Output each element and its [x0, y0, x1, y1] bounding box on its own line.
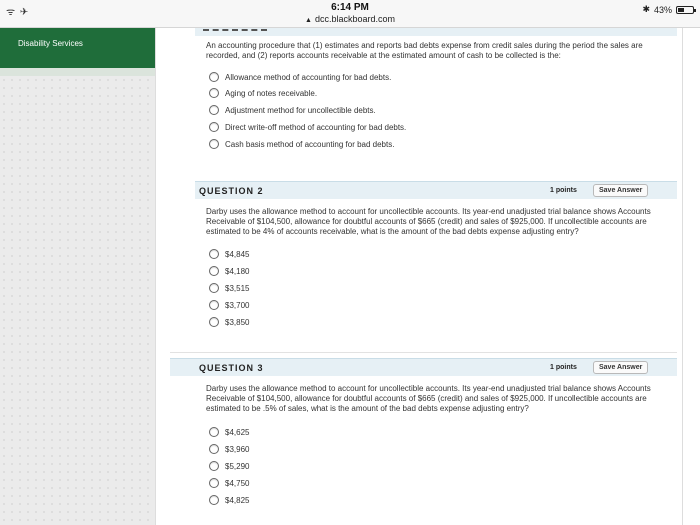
option-label: Direct write-off method of accounting for bad debts. — [225, 122, 407, 132]
question-3-option[interactable] — [209, 460, 249, 472]
question-1-option[interactable] — [209, 104, 376, 116]
signal-wifi-icon: ᯤ ✈ — [6, 7, 30, 18]
question-1-option[interactable] — [209, 87, 317, 99]
option-label: $4,625 — [225, 427, 250, 437]
left-sidebar — [0, 28, 155, 525]
question-2-option[interactable] — [209, 265, 249, 277]
option-label: $4,750 — [225, 478, 250, 488]
radio-button[interactable] — [209, 317, 219, 327]
question-3-option[interactable] — [209, 443, 249, 455]
question-3-option[interactable] — [209, 426, 249, 438]
ios-status-bar — [0, 0, 700, 28]
radio-button[interactable] — [209, 495, 219, 505]
option-label: $3,960 — [225, 444, 250, 454]
radio-button[interactable] — [209, 105, 219, 115]
radio-button[interactable] — [209, 249, 219, 259]
url-text: dcc.blackboard.com — [314, 14, 395, 24]
radio-button[interactable] — [209, 72, 219, 82]
question-2-header — [195, 181, 677, 199]
bluetooth-icon: ✱ — [642, 4, 650, 14]
radio-button[interactable] — [209, 444, 219, 454]
radio-button[interactable] — [209, 122, 219, 132]
option-label: Adjustment method for uncollectible debts. — [225, 105, 376, 115]
radio-button[interactable] — [209, 300, 219, 310]
question-2-points: 1 points — [550, 187, 577, 194]
radio-button[interactable] — [209, 283, 219, 293]
sidebar-item-label: Disability Services — [18, 39, 83, 48]
content-border-right — [682, 28, 683, 525]
question-2-option[interactable] — [209, 299, 249, 311]
question-3-title: QUESTION 3 — [199, 363, 264, 373]
sidebar-item-disability-services[interactable] — [0, 28, 155, 68]
option-label: $4,845 — [225, 249, 250, 259]
option-label: Allowance method of accounting for bad debts. — [225, 72, 392, 82]
question-2-option[interactable] — [209, 282, 249, 294]
option-label: Cash basis method of accounting for bad debts. — [225, 139, 395, 149]
question-1-option[interactable] — [209, 71, 391, 83]
question-2-option[interactable] — [209, 316, 249, 328]
sidebar-divider — [0, 68, 155, 76]
radio-button[interactable] — [209, 88, 219, 98]
content-border-left — [155, 28, 156, 525]
save-answer-button[interactable]: Save Answer — [593, 361, 648, 374]
option-label: $4,825 — [225, 495, 250, 505]
question-3-points: 1 points — [550, 364, 577, 371]
clock-time: 6:14 PM — [331, 2, 369, 13]
option-label: $4,180 — [225, 266, 250, 276]
question-1-prompt: An accounting procedure that (1) estimates and reports bad debts expense from credit sales during the period the sales are recorded, and (2) reports accounts receivable at the estimated amount of cash to be collected is the: — [206, 41, 643, 60]
battery-icon — [676, 6, 694, 14]
status-right — [642, 4, 694, 15]
option-label: Aging of notes receivable. — [225, 88, 318, 98]
radio-button[interactable] — [209, 478, 219, 488]
question-1-option[interactable] — [209, 121, 406, 133]
question-3-header — [170, 358, 677, 376]
question-1-header — [195, 28, 677, 36]
question-1-option[interactable] — [209, 138, 394, 150]
battery-fill — [678, 8, 684, 12]
question-3-option[interactable] — [209, 477, 249, 489]
save-answer-button[interactable]: Save Answer — [593, 184, 648, 197]
question-3-option[interactable] — [209, 494, 249, 506]
question-3-prompt: Darby uses the allowance method to account for uncollectible accounts. Its year-end unadjusted trial balance shows Accounts Receivable of $104,500, allowance for doubtful accounts of $665 (credit) and sales of $925,000. If uncollectible accounts are estimated to be .5% of sales, what is the amount of the bad debts expense adjusting entry? — [206, 384, 651, 413]
question-2-prompt: Darby uses the allowance method to account for uncollectible accounts. Its year-end unadjusted trial balance shows Accounts Receivable of $104,500, allowance for doubtful accounts of $665 (credit) and sales of $925,000. If uncollectible accounts are estimated to be 4% of accounts receivable, what is the amount of the bad debts expense adjusting entry? — [206, 207, 651, 236]
option-label: $3,850 — [225, 317, 250, 327]
option-label: $3,515 — [225, 283, 250, 293]
lock-icon: ▲ — [305, 17, 312, 24]
option-label: $3,700 — [225, 300, 250, 310]
battery-percent: 43% — [653, 4, 672, 15]
question-2-option[interactable] — [209, 248, 249, 260]
question-1-title-clipped — [203, 28, 267, 31]
option-label: $5,290 — [225, 461, 250, 471]
question-2-title: QUESTION 2 — [199, 186, 264, 196]
radio-button[interactable] — [209, 266, 219, 276]
radio-button[interactable] — [209, 427, 219, 437]
radio-button[interactable] — [209, 139, 219, 149]
address-url[interactable] — [0, 14, 700, 24]
radio-button[interactable] — [209, 461, 219, 471]
section-divider — [170, 352, 677, 353]
